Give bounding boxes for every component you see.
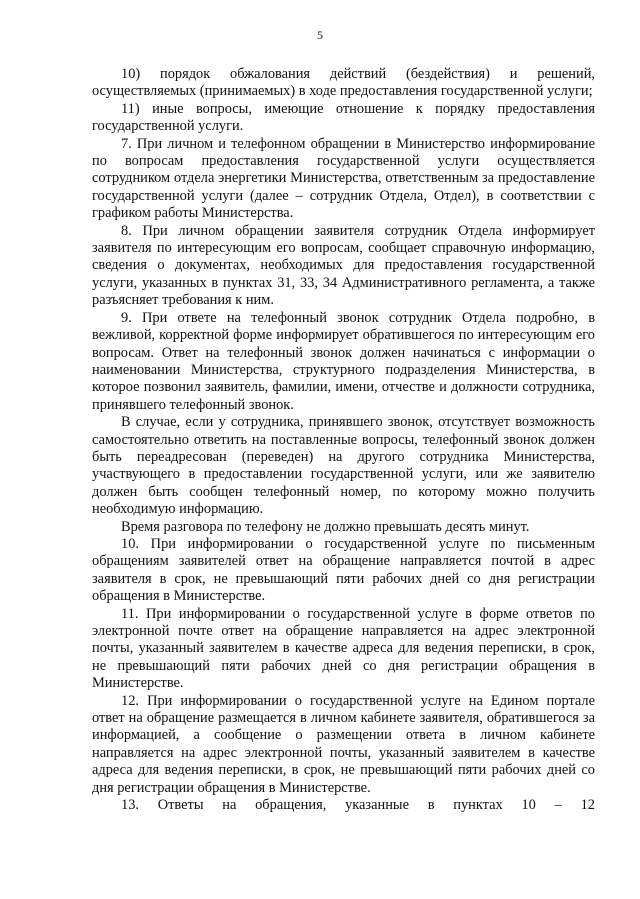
paragraph-8: 8. При личном обращении заявителя сотрудник Отдела информирует заявителя по интересующим его вопросам, сообщает справочную информацию, сведения о документах, необходимых для предоставления государственной услуги, указанных в пунктах 31, 33, 34 Административного регламента, а также разъясняет требования к ним. bbox=[92, 222, 595, 309]
paragraph-13: 13. Ответы на обращения, указанные в пунктах 10 – 12 bbox=[121, 797, 595, 814]
paragraph-9: 9. При ответе на телефонный звонок сотрудник Отдела подробно, в вежливой, корректной форме информирует обратившегося по интересующим его вопросам. Ответ на телефонный звонок должен начинаться с информации о наименовании Министерства, структурного подразделения Министерства, в которое позвонил заявитель, фамилии, имени, отчестве и должности сотрудника, принявшего телефонный звонок. bbox=[92, 309, 595, 413]
paragraph-9-case: В случае, если у сотрудника, принявшего звонок, отсутствует возможность самостоятельно ответить на поставленные вопросы, телефонный звонок должен быть переадресован (переведен) на другого сотрудника Министерства, участвующего в предоставлении государственной услуги, или же заявителю должен быть сообщен телефонный номер, по которому можно получить необходимую информацию. bbox=[92, 414, 595, 518]
paragraph-item-11: 11) иные вопросы, имеющие отношение к порядку предоставления государственной услуги. bbox=[92, 100, 595, 135]
document-body bbox=[92, 66, 595, 814]
paragraph-12: 12. При информировании о государственной услуге на Едином портале ответ на обращение размещается в личном кабинете заявителя, обратившегося за информацией, а сообщение о размещении ответа в личном кабинете направляется на адрес электронной почты, указанный заявителем в качестве адреса для ведения переписки, в срок, не превышающий пяти рабочих дней со дня регистрации обращения в Министерстве. bbox=[92, 692, 595, 796]
paragraph-10: 10. При информировании о государственной услуге по письменным обращениям заявителей ответ на обращение направляется почтой в адрес заявителя в срок, не превышающий пяти рабочих дней со дня регистрации обращения в Министерстве. bbox=[92, 535, 595, 605]
page-number: 5 bbox=[317, 28, 323, 42]
paragraph-11: 11. При информировании о государственной услуге в форме ответов по электронной почте ответ на обращение направляется на адрес электронной почты, указанный заявителем в качестве адреса для ведения переписки, в срок, не превышающий пяти рабочих дней со дня регистрации обращения в Министерстве. bbox=[92, 605, 595, 692]
paragraph-item-10: 10) порядок обжалования действий (бездействия) и решений, осуществляемых (принимаемых) в ходе предоставления государственной услуги; bbox=[92, 66, 595, 100]
paragraph-9-time: Время разговора по телефону не должно превышать десять минут. bbox=[121, 518, 530, 535]
paragraph-7: 7. При личном и телефонном обращении в Министерство информирование по вопросам предоставления государственной услуги осуществляется сотрудником отдела энергетики Министерства, ответственным за предоставление государственной услуги (далее – сотрудник Отдела, Отдел), в соответствии с графиком работы Министерства. bbox=[92, 135, 595, 222]
